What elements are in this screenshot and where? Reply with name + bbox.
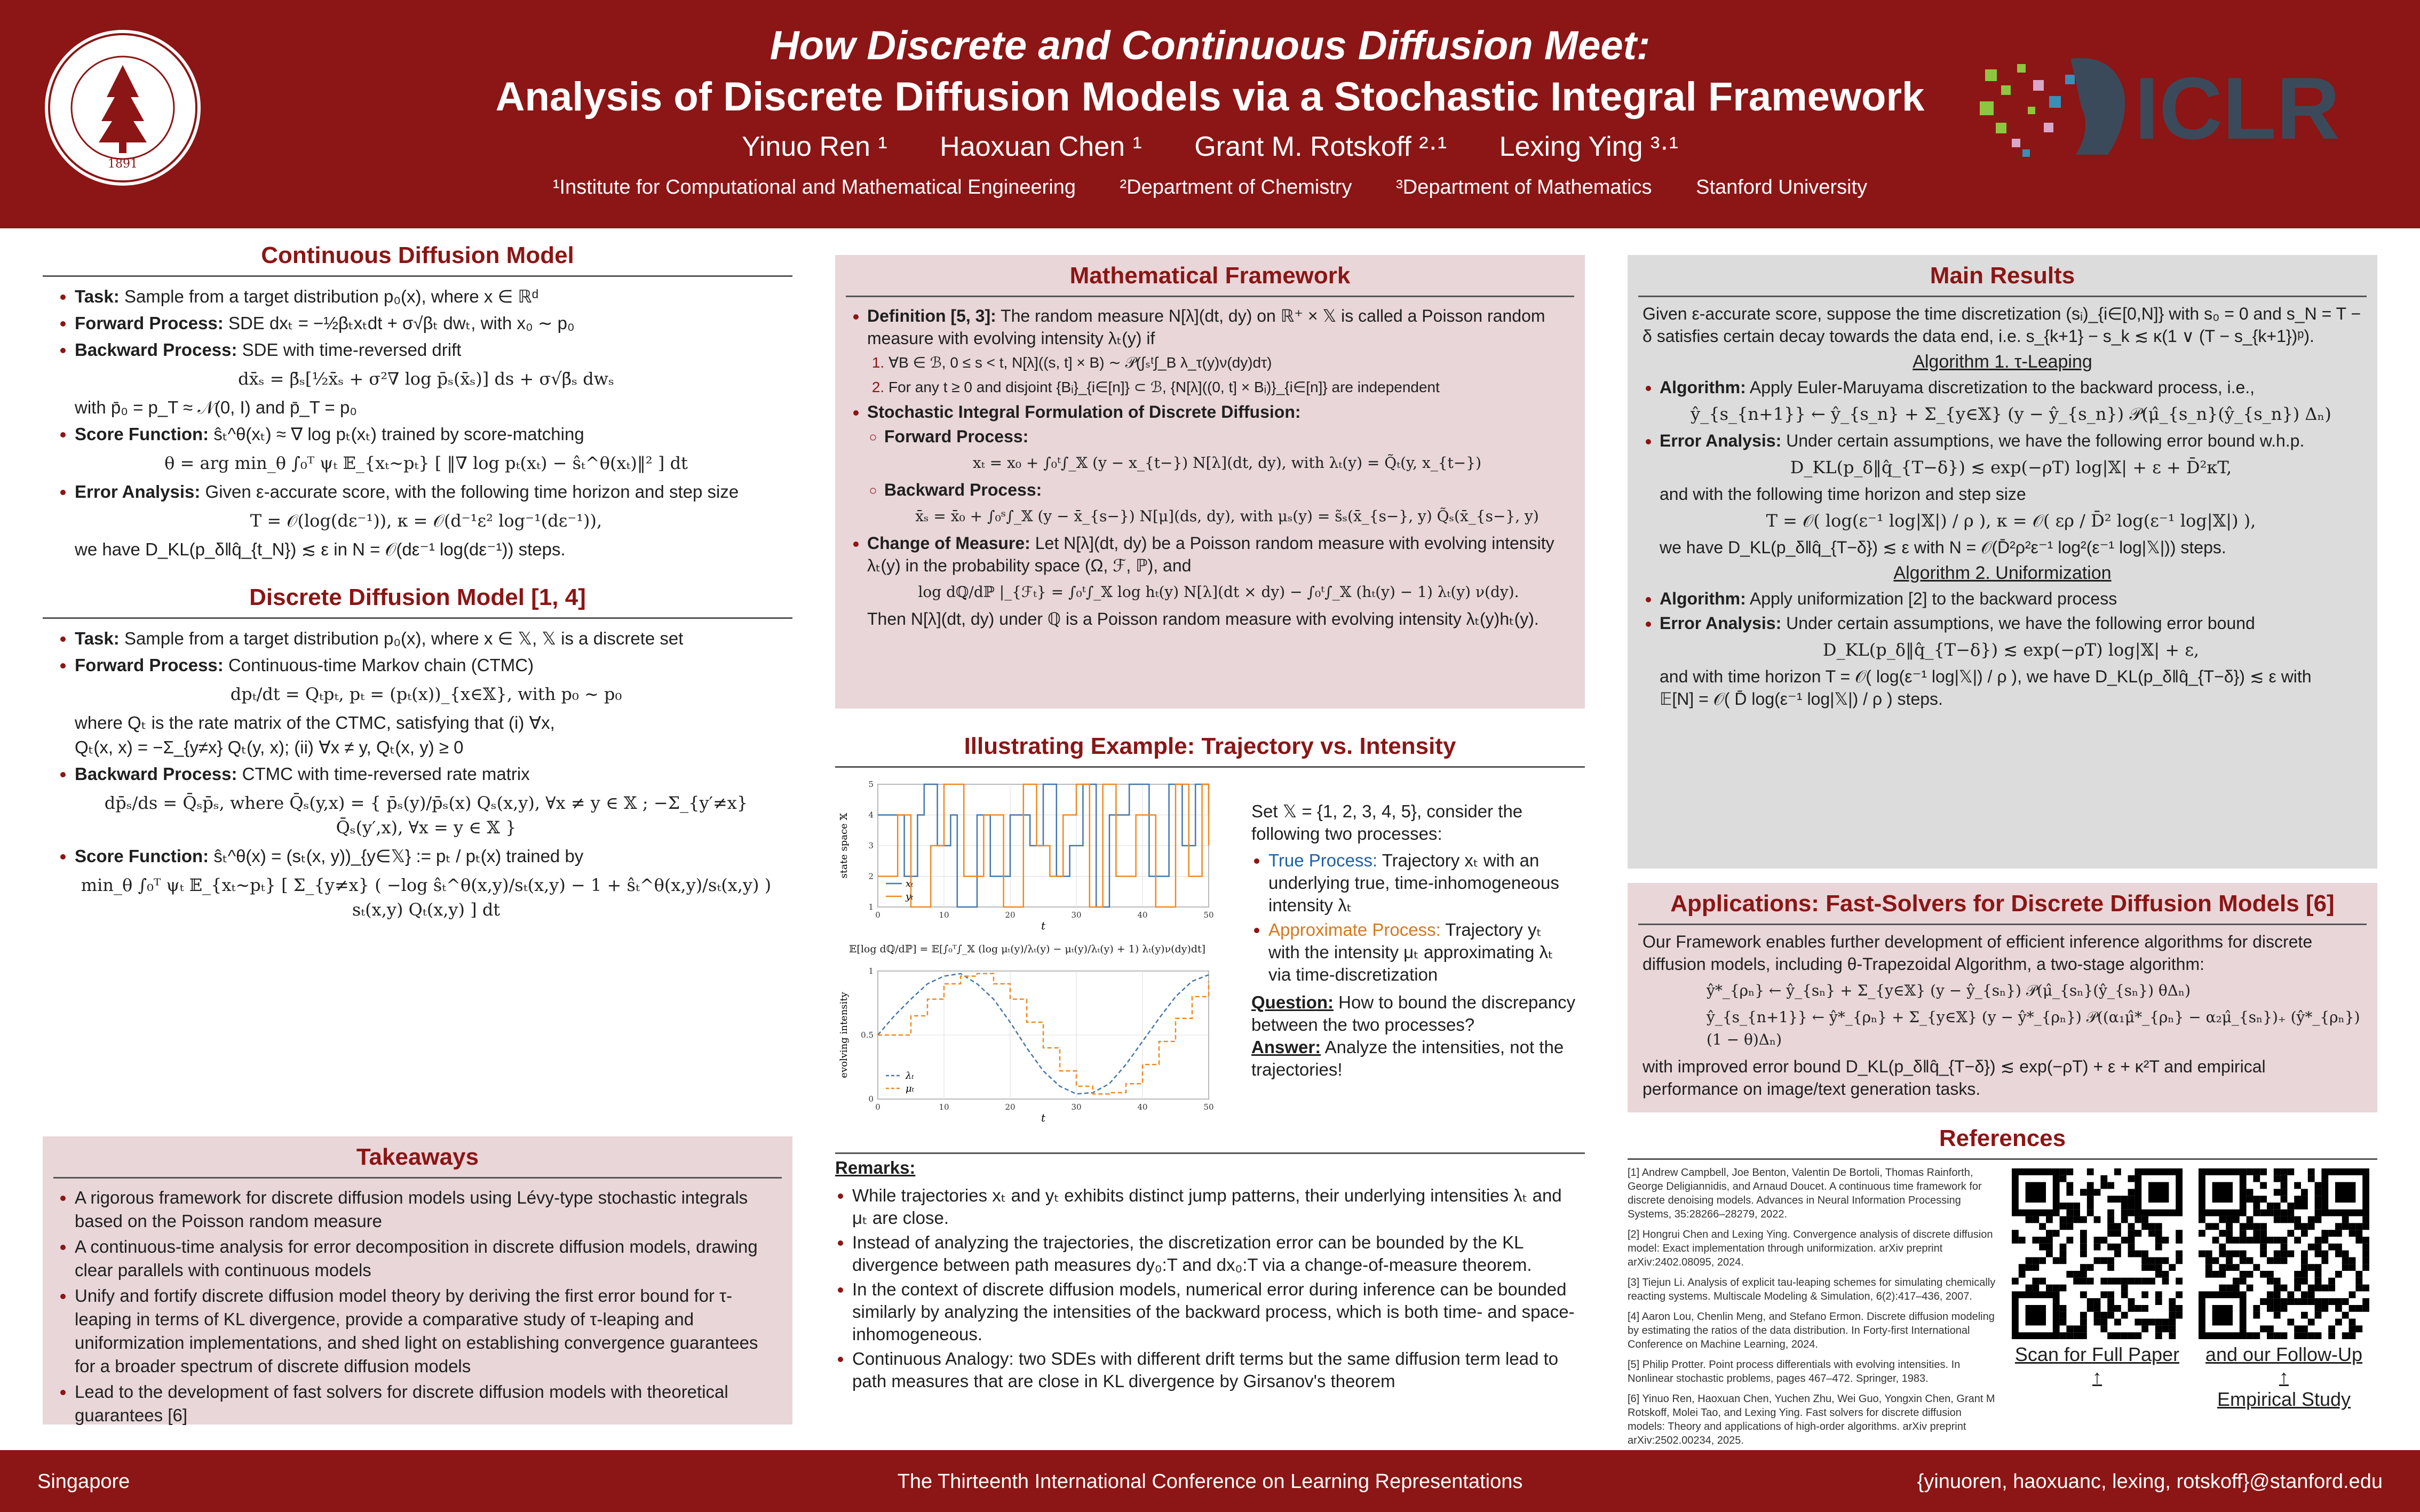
- note-text: Qₜ(x, x) = −Σ_{y≠x} Qₜ(y, x); (ii) ∀x ≠ y, Qₜ(x, y) ≥ 0: [75, 737, 464, 757]
- remarks-divider: [835, 1152, 1585, 1154]
- x-tick-label: 30: [1071, 910, 1082, 920]
- continuous-section-body: [43, 277, 792, 569]
- bullet-item: • Stochastic Integral Formulation of Discrete Diffusion: ◦ Forward Process: xₜ = x₀ + ∫₀ᵗ∫_𝕏 (y − x_{t−}) N[λ](dt, dy), with λₜ(y) = Q̃ₜ(y, x_{t−}) ◦ Backward Process: x̄ₛ = x̄₀ + ∫₀ˢ∫_𝕏 (y − x̄_{s−}) N[μ](ds, dy), with μₛ(y) = s̃ₛ(x̄_{s−}, y) Q̃ₛ(x̄_{s−}, y): [867, 401, 1570, 528]
- qr-caption: and our Follow-Up ↑: [2205, 1343, 2363, 1388]
- definition-item: 1. ∀B ∈ ℬ, 0 ≤ s < t, N[λ]((s, t] × B) ∼ 𝒫(∫ₛᵗ∫_B λ_τ(y)ν(dy)dτ): [888, 352, 1570, 374]
- section-title-continuous: Continuous Diffusion Model: [43, 235, 792, 277]
- main-results-body: [1628, 297, 2377, 718]
- equation: min_θ ∫₀ᵀ ψₜ 𝔼_{xₜ∼pₜ} [ Σ_{y≠x} ( −log ŝₜ^θ(x,y)/sₜ(x,y) − 1 + ŝₜ^θ(x,y)/sₜ(x,y) ) sₜ(x,y) Qₜ(x,y) ] dt: [81, 875, 772, 920]
- legend-label: μₜ: [906, 1083, 915, 1094]
- equation: T = 𝒪(log(dε⁻¹)), κ = 𝒪(d⁻¹ε² log⁻¹(dε⁻¹)),: [250, 511, 602, 531]
- x-tick-label: 20: [1005, 1102, 1015, 1112]
- poster-header: [0, 0, 2420, 228]
- y-tick-label: 3: [868, 841, 874, 850]
- equation: dx̄ₛ = β̄ₛ[½x̄ₛ + σ²∇ log p̄ₛ(x̄ₛ)] ds + σ√β̄ₛ dwₛ: [238, 369, 614, 389]
- x-tick-label: 50: [1203, 910, 1214, 920]
- bullet-item: • True Process: Trajectory xₜ with an underlying true, time-inhomogeneous intensity λₜ: [1268, 849, 1577, 917]
- section-title-framework: Mathematical Framework: [846, 255, 1574, 297]
- x-axis-label: t: [1041, 1111, 1046, 1124]
- equation: xₜ = x₀ + ∫₀ᵗ∫_𝕏 (y − x_{t−}) N[λ](dt, dy), with λₜ(y) = Q̃ₜ(y, x_{t−}): [972, 454, 1481, 472]
- remarks-label: Remarks:: [835, 1158, 916, 1177]
- takeaways-body: [43, 1179, 792, 1435]
- y-tick-label: 0.5: [861, 1030, 874, 1040]
- reference-item: [4] Aaron Lou, Chenlin Meng, and Stefano Ermon. Discrete diffusion modeling by estimating the ratios of the data distribution. In Forty-first International Conference on Machine Learning, 2024.: [1628, 1311, 1995, 1350]
- equation: T = 𝒪( log(ε⁻¹ log|𝕏|) / ρ ), κ = 𝒪( ερ / D̄² log(ε⁻¹ log|𝕏|) ),: [1766, 511, 2256, 531]
- author-name: Lexing Ying ³·¹: [1499, 131, 1678, 162]
- note-text: and with the following time horizon and step size: [1660, 484, 2026, 504]
- bullet-item: • Task: Sample from a target distribution p₀(x), where x ∈ ℝᵈ: [75, 284, 777, 309]
- bullet-item: • Backward Process: CTMC with time-reversed rate matrix dp̄ₛ/ds = Q̄ₛp̄ₛ, where Q̄ₛ(y,x) = { p̄ₛ(y)/p̄ₛ(x) Qₛ(x,y), ∀x ≠ y ∈ 𝕏 ; −Σ_{y′≠x} Q̄ₛ(y′,x), ∀x = y ∈ 𝕏 }: [75, 762, 777, 840]
- kl-formula: 𝔼[log dℚ/dℙ] = 𝔼[∫₀ᵀ∫_𝕏 (log μₜ(y)/λₜ(y) − μₜ(y)/λₜ(y) + 1) λₜ(y)ν(dy)dt]: [848, 943, 1206, 955]
- bullet-item: • Backward Process: SDE with time-reversed drift dx̄ₛ = β̄ₛ[½x̄ₛ + σ²∇ log p̄ₛ(x̄ₛ)] ds + σ√β̄ₛ dwₛ with p̄₀ = p_T ≈ 𝒩(0, I) and p̄_T = p₀: [75, 338, 777, 420]
- note-text: with p̄₀ = p_T ≈ 𝒩(0, I) and p̄_T = p₀: [75, 397, 357, 417]
- y-axis-label: state space 𝕏: [838, 813, 850, 879]
- intro-text: Given ε-accurate score, suppose the time discretization (sᵢ)_{i∈[0,N]} with s₀ = 0 and s_N = T − δ satisfies certain decay towards the data end, i.e. s_{k+1} − s_k ≲ κ(1 ∨ (T − s_{k+1})ᵖ).: [1643, 304, 2361, 346]
- takeaway-item: • A continuous-time analysis for error decomposition in discrete diffusion models, drawing clear parallels with continuous models: [75, 1235, 777, 1282]
- author-name: Yinuo Ren ¹: [742, 131, 887, 162]
- x-tick-label: 20: [1005, 910, 1015, 920]
- applications-end: with improved error bound D_KL(p_δ‖q̂_{T−δ}) ≲ exp(−ρT) + ε + κ²T and empirical performance on image/text generation tasks.: [1643, 1057, 2266, 1099]
- applications-body: [1628, 925, 2377, 1105]
- iclr-logo: [1969, 48, 2396, 171]
- poster-title-line2: Analysis of Discrete Diffusion Models via a Stochastic Integral Framework: [495, 74, 1925, 120]
- x-tick-label: 40: [1137, 910, 1148, 920]
- reference-item: [1] Andrew Campbell, Joe Benton, Valentin De Bortoli, Thomas Rainforth, George Deligiannidis, and Arnaud Doucet. A continuous time framework for discrete denoising models. Advances in Neural Information Processing Systems, 35:28266–28279, 2022.: [1628, 1167, 1982, 1220]
- qr-code-icon: [2199, 1168, 2369, 1339]
- legend-label: λₜ: [906, 1070, 914, 1081]
- poster-footer: [0, 1450, 2420, 1512]
- reference-item: [3] Tiejun Li. Analysis of explicit tau-leaping schemes for simulating chemically reacting systems. Multiscale Modeling & Simulation, 6(2):417–436, 2007.: [1628, 1277, 1996, 1302]
- main-results-panel: [1628, 255, 2377, 869]
- reference-item: [2] Hongrui Chen and Lexing Ying. Convergence analysis of discrete diffusion model: Exact implementation through uniformization. arXiv preprint arXiv:2402.08095, 2024.: [1628, 1229, 1993, 1268]
- affiliation: ¹Institute for Computational and Mathematical Engineering: [552, 176, 1076, 198]
- framework-panel: [835, 255, 1585, 709]
- equation: x̄ₛ = x̄₀ + ∫₀ˢ∫_𝕏 (y − x̄_{s−}) N[μ](ds, dy), with μₛ(y) = s̃ₛ(x̄_{s−}, y) Q̃ₛ(x̄_{s−}, y): [915, 507, 1539, 525]
- qr-follow-up[interactable]: [2199, 1168, 2369, 1410]
- x-tick-label: 0: [875, 910, 880, 920]
- bullet-item: • Algorithm: Apply Euler-Maruyama discretization to the backward process, i.e., ŷ_{s_{n+1}} ← ŷ_{s_n} + Σ_{y∈𝕏} (y − ŷ_{s_n}) 𝒫(μ̂_{s_n}(ŷ_{s_n}) Δₙ): [1660, 376, 2362, 425]
- equation: dp̄ₛ/ds = Q̄ₛp̄ₛ, where Q̄ₛ(y,x) = { p̄ₛ(y)/p̄ₛ(x) Qₛ(x,y), ∀x ≠ y ∈ 𝕏 ; −Σ_{y′≠x} Q̄ₛ(y′,x), ∀x = y ∈ 𝕏 }: [104, 793, 748, 838]
- qa-text: Question: How to bound the discrepancy between the two processes? Answer: Analyze the intensities, not the trajectories!: [1251, 992, 1576, 1079]
- qr-caption: Scan for Full Paper ↑: [2014, 1343, 2180, 1388]
- footer-location: Singapore: [37, 1470, 130, 1493]
- y-tick-label: 1: [868, 902, 874, 912]
- x-tick-label: 0: [875, 1102, 880, 1112]
- sub-bullet: ◦ Forward Process: xₜ = x₀ + ∫₀ᵗ∫_𝕏 (y − x_{t−}) N[λ](dt, dy), with λₜ(y) = Q̃ₜ(y, x_{t−}): [884, 425, 1570, 474]
- remark-item: • While trajectories xₜ and yₜ exhibits distinct jump patterns, their underlying intensities λₜ and μₜ are close.: [852, 1184, 1577, 1229]
- example-panel: [835, 726, 1585, 1425]
- equation: θ = arg min_θ ∫₀ᵀ ψₜ 𝔼_{xₜ∼pₜ} [ ‖∇ log pₜ(xₜ) − ŝₜ^θ(xₜ)‖² ] dt: [164, 453, 688, 473]
- affiliation: ³Department of Mathematics: [1396, 176, 1652, 198]
- section-title-main-results: Main Results: [1638, 255, 2367, 297]
- legend-label: xₜ: [906, 878, 914, 889]
- qr-caption: Empirical Study: [2217, 1388, 2351, 1410]
- remarks-block: [835, 1157, 1577, 1395]
- framework-body: [835, 297, 1585, 638]
- remark-item: • Instead of analyzing the trajectories, the discretization error can be bounded by the KL divergence between path measures dy₀:T and dx₀:T via a change-of-measure theorem.: [852, 1231, 1577, 1276]
- reference-item: [5] Philip Protter. Point process differentials with evolving intensities. In Nonlinear stochastic problems, pages 467–472. Springer, 1983.: [1628, 1359, 1961, 1384]
- y-axis-label: evolving intensity: [838, 992, 850, 1078]
- equation: D_KL(p_δ‖q̂_{T−δ}) ≲ exp(−ρT) log|𝕏| + ε + D̄²κT,: [1790, 457, 2232, 478]
- poster-title-line1: How Discrete and Continuous Diffusion Meet:: [769, 23, 1651, 68]
- reference-item: [6] Yinuo Ren, Haoxuan Chen, Yuchen Zhu, Wei Guo, Yongxin Chen, Grant M Rotskoff, Molei Tao, and Lexing Ying. Fast solvers for discrete diffusion models: Theory and applications of high-order algorithms. arXiv preprint arXiv:2502.00234, 2025.: [1628, 1393, 1995, 1446]
- bullet-item: • Algorithm: Apply uniformization [2] to the backward process: [1660, 587, 2362, 610]
- x-tick-label: 40: [1137, 1102, 1148, 1112]
- qr-code-icon: [2012, 1168, 2183, 1339]
- bullet-item: • Error Analysis: Given ε-accurate score, with the following time horizon and step size T = 𝒪(log(dε⁻¹)), κ = 𝒪(d⁻¹ε² log⁻¹(dε⁻¹)), we have D_KL(p_δ‖q̂_{t_N}) ≲ ε in N = 𝒪(dε⁻¹ log(dε⁻¹)) steps.: [75, 480, 777, 562]
- bullet-item: • Approximate Process: Trajectory yₜ with the intensity μₜ approximating λₜ via time-discretization: [1268, 919, 1577, 986]
- affiliation: Stanford University: [1696, 176, 1868, 198]
- equation: ŷ*_{ρₙ} ← ŷ_{sₙ} + Σ_{y∈𝕏} (y − ŷ_{sₙ}) 𝒫(μ̂_{sₙ}(ŷ_{sₙ}) θΔₙ): [1707, 982, 2191, 999]
- x-tick-label: 30: [1071, 1102, 1082, 1112]
- svg-text:ICLR: ICLR: [2135, 59, 2340, 157]
- algorithm-title: Algorithm 1. τ-Leaping: [1913, 352, 2092, 372]
- section-title-takeaways: Takeaways: [53, 1136, 782, 1179]
- takeaway-item: • Unify and fortify discrete diffusion model theory by deriving the first error bound for τ-leaping in terms of KL divergence, provide a comparative study of τ-leaping and uniformization implementations, and shed light on establishing convergence guarantees for a broader spectrum of discrete diffusion models: [75, 1284, 777, 1378]
- definition-item: 2. For any t ≥ 0 and disjoint {Bᵢ}_{i∈[n]} ⊂ ℬ, {N[λ]((0, t] × Bᵢ)}_{i∈[n]} are independent: [888, 376, 1570, 399]
- svg-text:1891: 1891: [108, 157, 138, 171]
- applications-text: Our Framework enables further development of efficient inference algorithms for discrete diffusion models, including θ-Trapezoidal Algorithm, a two-stage algorithm:: [1643, 932, 2313, 974]
- bullet-item: • Error Analysis: Under certain assumptions, we have the following error bound D_KL(p_δ‖q̂_{T−δ}) ≲ exp(−ρT) log|𝕏| + ε, and with time horizon T = 𝒪( log(ε⁻¹ log|𝕏|) / ρ ), we have D_KL(p_δ‖q̂_{T−δ}) ≲ ε with 𝔼[N] = 𝒪( D̄ log(ε⁻¹ log|𝕏|) / ρ ) steps.: [1660, 612, 2362, 710]
- bullet-item: • Definition [5, 3]: The random measure N[λ](dt, dy) on ℝ⁺ × 𝕏 is called a Poisson random measure with evolving intensity λₜ(y) if 1. ∀B ∈ ℬ, 0 ≤ s < t, N[λ]((s, t] × B) ∼ 𝒫(∫ₛᵗ∫_B λ_τ(y)ν(dy)dτ) 2. For any t ≥ 0 and disjoint {Bᵢ}_{i∈[n]} ⊂ ℬ, {N[λ]((0, t] × Bᵢ)}_{i∈[n]} are independent: [867, 305, 1570, 399]
- x-axis-label: t: [1041, 919, 1046, 932]
- bullet-item: • Task: Sample from a target distribution p₀(x), where x ∈ 𝕏, 𝕏 is a discrete set: [75, 626, 777, 651]
- y-tick-label: 0: [868, 1094, 874, 1104]
- remark-item: • Continuous Analogy: two SDEs with different drift terms but the same diffusion term lead to path measures that are close in KL divergence by Girsanov's theorem: [852, 1348, 1577, 1392]
- setup-text: Set 𝕏 = {1, 2, 3, 4, 5}, consider the following two processes:: [1251, 801, 1523, 843]
- affiliation: ²Department of Chemistry: [1120, 176, 1352, 198]
- legend-label: yₜ: [906, 891, 914, 902]
- note-text: 𝔼[N] = 𝒪( D̄ log(ε⁻¹ log|𝕏|) / ρ ) steps.: [1660, 689, 1943, 709]
- equation: ŷ_{s_{n+1}} ← ŷ*_{ρₙ} + Σ_{y∈𝕏} (y − ŷ*_{ρₙ}) 𝒫((α₁μ̂*_{ρₙ} − α₂μ̂_{sₙ})₊ (ŷ*_{ρₙ})(1 − θ)Δₙ): [1707, 1008, 2360, 1048]
- equation: D_KL(p_δ‖q̂_{T−δ}) ≲ exp(−ρT) log|𝕏| + ε,: [1822, 640, 2200, 660]
- bullet-item: • Score Function: ŝₜ^θ(xₜ) ≈ ∇ log pₜ(xₜ) trained by score-matching θ = arg min_θ ∫₀ᵀ ψₜ 𝔼_{xₜ∼pₜ} [ ‖∇ log pₜ(xₜ) − ŝₜ^θ(xₜ)‖² ] dt: [75, 422, 777, 475]
- qr-full-paper[interactable]: [2012, 1168, 2183, 1403]
- equation: ŷ_{s_{n+1}} ← ŷ_{s_n} + Σ_{y∈𝕏} (y − ŷ_{s_n}) 𝒫(μ̂_{s_n}(ŷ_{s_n}) Δₙ): [1691, 404, 2331, 424]
- references-panel: [1628, 1118, 2377, 1446]
- discrete-section-body: [43, 619, 792, 932]
- note-text: Then N[λ](dt, dy) under ℚ is a Poisson random measure with evolving intensity λₜ(y)hₜ(y).: [867, 609, 1539, 628]
- section-title-references: References: [1628, 1118, 2377, 1160]
- note-text: and with time horizon T = 𝒪( log(ε⁻¹ log|𝕏|) / ρ ), we have D_KL(p_δ‖q̂_{T−δ}) ≲ ε with: [1660, 667, 2312, 686]
- author-name: Haoxuan Chen ¹: [940, 131, 1142, 162]
- section-title-applications: Applications: Fast-Solvers for Discrete Diffusion Models [6]: [1638, 883, 2367, 925]
- y-tick-label: 4: [868, 810, 874, 820]
- left-column: [43, 235, 792, 932]
- x-tick-label: 50: [1203, 1102, 1214, 1112]
- trajectory-chart: [835, 779, 1219, 934]
- applications-panel: [1628, 883, 2377, 1112]
- bullet-item: • Change of Measure: Let N[λ](dt, dy) be a Poisson random measure with evolving intensity λₜ(y) in the probability space (Ω, ℱ, ℙ), and log dℚ/dℙ |_{ℱₜ} = ∫₀ᵗ∫_𝕏 log hₜ(y) N[λ](dt × dy) − ∫₀ᵗ∫_𝕏 (hₜ(y) − 1) λₜ(y) ν(dy). Then N[λ](dt, dy) under ℚ is a Poisson random measure with evolving intensity λₜ(y)hₜ(y).: [867, 532, 1570, 630]
- note-text: we have D_KL(p_δ‖q̂_{T−δ}) ≲ ε with N = 𝒪(D̄²ρ²ε⁻¹ log²(ε⁻¹ log|𝕏|)) steps.: [1660, 538, 2226, 557]
- sub-bullet: ◦ Backward Process: x̄ₛ = x̄₀ + ∫₀ˢ∫_𝕏 (y − x̄_{s−}) N[μ](ds, dy), with μₛ(y) = s̃ₛ(x̄_{s−}, y) Q̃ₛ(x̄_{s−}, y): [884, 479, 1570, 528]
- author-name: Grant M. Rotskoff ²·¹: [1194, 131, 1447, 162]
- equation: log dℚ/dℙ |_{ℱₜ} = ∫₀ᵗ∫_𝕏 log hₜ(y) N[λ](dt × dy) − ∫₀ᵗ∫_𝕏 (hₜ(y) − 1) λₜ(y) ν(dy).: [918, 583, 1519, 601]
- section-title-discrete: Discrete Diffusion Model [1, 4]: [43, 577, 792, 619]
- reference-list: [1628, 1166, 2001, 1454]
- intensity-chart: [835, 966, 1219, 1126]
- footer-emails: {yinuoren, haoxuanc, lexing, rotskoff}@stanford.edu: [1917, 1470, 2383, 1493]
- section-title-example: Illustrating Example: Trajectory vs. Intensity: [835, 726, 1585, 768]
- takeaway-item: • A rigorous framework for discrete diffusion models using Lévy-type stochastic integrals based on the Poisson random measure: [75, 1186, 777, 1233]
- bullet-item: • Error Analysis: Under certain assumptions, we have the following error bound w.h.p. D_KL(p_δ‖q̂_{T−δ}) ≲ exp(−ρT) log|𝕏| + ε + D̄²κT, and with the following time horizon and step size T = 𝒪( log(ε⁻¹ log|𝕏|) / ρ ), κ = 𝒪( ερ / D̄² log(ε⁻¹ log|𝕏|) ), we have D_KL(p_δ‖q̂_{T−δ}) ≲ ε with N = 𝒪(D̄²ρ²ε⁻¹ log²(ε⁻¹ log|𝕏|)) steps.: [1660, 429, 2362, 559]
- y-tick-label: 1: [868, 966, 874, 976]
- takeaways-panel: [43, 1136, 792, 1425]
- x-tick-label: 10: [939, 1102, 949, 1112]
- bullet-item: • Score Function: ŝₜ^θ(x) = (sₜ(x, y))_{y∈𝕏} := pₜ / pₜ(x) trained by min_θ ∫₀ᵀ ψₜ 𝔼_{xₜ∼pₜ} [ Σ_{y≠x} ( −log ŝₜ^θ(x,y)/sₜ(x,y) − 1 + ŝₜ^θ(x,y)/sₜ(x,y) ) sₜ(x,y) Qₜ(x,y) ] dt: [75, 844, 777, 922]
- example-description: [1251, 800, 1577, 1081]
- x-tick-label: 10: [939, 910, 949, 920]
- y-tick-label: 5: [868, 779, 874, 789]
- note-text: we have D_KL(p_δ‖q̂_{t_N}) ≲ ε in N = 𝒪(dε⁻¹ log(dε⁻¹)) steps.: [75, 539, 566, 559]
- affiliation-list: [0, 176, 2420, 199]
- note-text: where Qₜ is the rate matrix of the CTMC, satisfying that (i) ∀x,: [75, 713, 555, 733]
- remark-item: • In the context of discrete diffusion models, numerical error during inference can be bounded similarly by analyzing the intensities of the backward process, which is both time- and space-inhomogeneous.: [852, 1278, 1577, 1346]
- y-tick-label: 2: [868, 871, 874, 881]
- equation: dpₜ/dt = Qₜpₜ, pₜ = (pₜ(x))_{x∈𝕏}, with p₀ ∼ p₀: [230, 684, 622, 704]
- takeaway-item: • Lead to the development of fast solvers for discrete diffusion models with theoretical guarantees [6]: [75, 1380, 777, 1427]
- footer-conference: The Thirteenth International Conference on Learning Representations: [897, 1470, 1523, 1493]
- bullet-item: • Forward Process: Continuous-time Markov chain (CTMC) dpₜ/dt = Qₜpₜ, pₜ = (pₜ(x))_{x∈𝕏}, with p₀ ∼ p₀ where Qₜ is the rate matrix of the CTMC, satisfying that (i) ∀x, Qₜ(x, x) = −Σ_{y≠x} Qₜ(y, x); (ii) ∀x ≠ y, Qₜ(x, y) ≥ 0: [75, 653, 777, 760]
- bullet-item: • Forward Process: SDE dxₜ = −½βₜxₜdt + σ√βₜ dwₜ, with x₀ ∼ p₀: [75, 311, 777, 336]
- algorithm-title: Algorithm 2. Uniformization: [1893, 563, 2112, 583]
